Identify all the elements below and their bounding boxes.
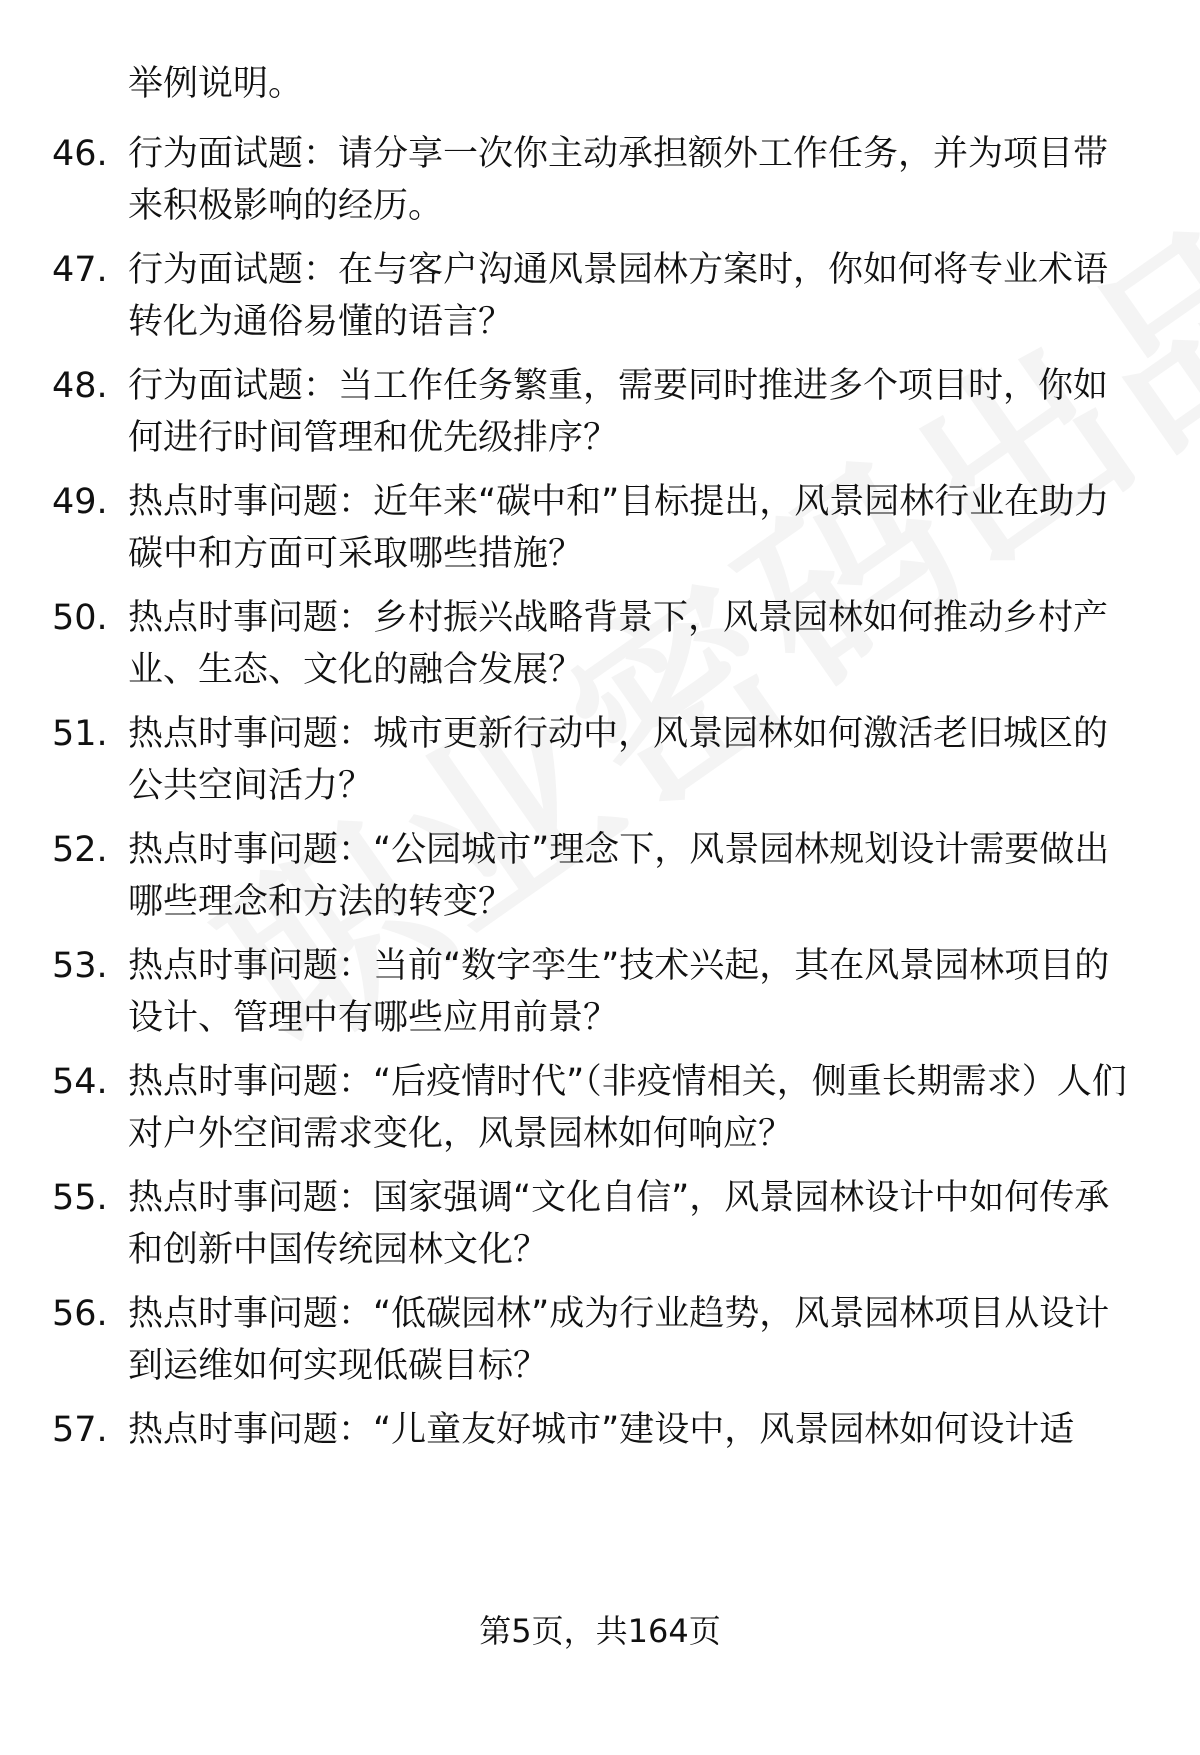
item-text: 热点时事问题：近年来“碳中和”目标提出，风景园林行业在助力碳中和方面可采取哪些措施？ (128, 482, 1110, 574)
item-text: 行为面试题：当工作任务繁重，需要同时推进多个项目时，你如何进行时间管理和优先级排序？ (128, 366, 1109, 458)
list-item (0, 708, 1200, 812)
item-number: 52. (52, 830, 108, 870)
item-number: 49. (52, 482, 108, 522)
item-text: 热点时事问题：国家强调“文化自信”，风景园林设计中如何传承和创新中国传统园林文化？ (128, 1178, 1110, 1270)
item-text: 行为面试题：请分享一次你主动承担额外工作任务，并为项目带来积极影响的经历。 (128, 134, 1109, 226)
item-text: 热点时事问题：城市更新行动中，风景园林如何激活老旧城区的公共空间活力？ (128, 714, 1109, 806)
item-text: 热点时事问题：“公园城市”理念下，风景园林规划设计需要做出哪些理念和方法的转变？ (128, 830, 1110, 922)
item-text: 行为面试题：在与客户沟通风景园林方案时，你如何将专业术语转化为通俗易懂的语言？ (128, 250, 1109, 342)
list-item (0, 128, 1200, 232)
list-item (0, 1056, 1200, 1160)
item-number: 57. (52, 1410, 108, 1450)
item-text: 热点时事问题：“后疫情时代”（非疫情相关，侧重长期需求）人们对户外空间需求变化，风景园林如何响应？ (128, 1062, 1127, 1154)
list-item (0, 1288, 1200, 1392)
item-text: 热点时事问题：“儿童友好城市”建设中，风景园林如何设计适 (128, 1410, 1075, 1450)
item-number: 46. (52, 134, 108, 174)
list-item (0, 824, 1200, 928)
list-item (0, 244, 1200, 348)
item-text: 热点时事问题：当前“数字孪生”技术兴起，其在风景园林项目的设计、管理中有哪些应用前景？ (128, 946, 1110, 1038)
list-item (0, 360, 1200, 464)
continuation-text: 举例说明。 (128, 64, 304, 104)
list-item (0, 476, 1200, 580)
item-text: 热点时事问题：“低碳园林”成为行业趋势，风景园林项目从设计到运维如何实现低碳目标？ (128, 1294, 1110, 1386)
list-item (0, 1172, 1200, 1276)
item-number: 51. (52, 714, 108, 754)
item-number: 47. (52, 250, 108, 290)
item-number: 53. (52, 946, 108, 986)
item-number: 48. (52, 366, 108, 406)
page-footer: 第5页，共164页 (479, 1612, 721, 1650)
item-number: 56. (52, 1294, 108, 1334)
item-text: 热点时事问题：乡村振兴战略背景下，风景园林如何推动乡村产业、生态、文化的融合发展？ (128, 598, 1109, 690)
item-number: 54. (52, 1062, 108, 1102)
list-item (0, 1404, 1200, 1456)
list-item (0, 592, 1200, 696)
item-number: 50. (52, 598, 108, 638)
item-number: 55. (52, 1178, 108, 1218)
list-item (0, 940, 1200, 1044)
